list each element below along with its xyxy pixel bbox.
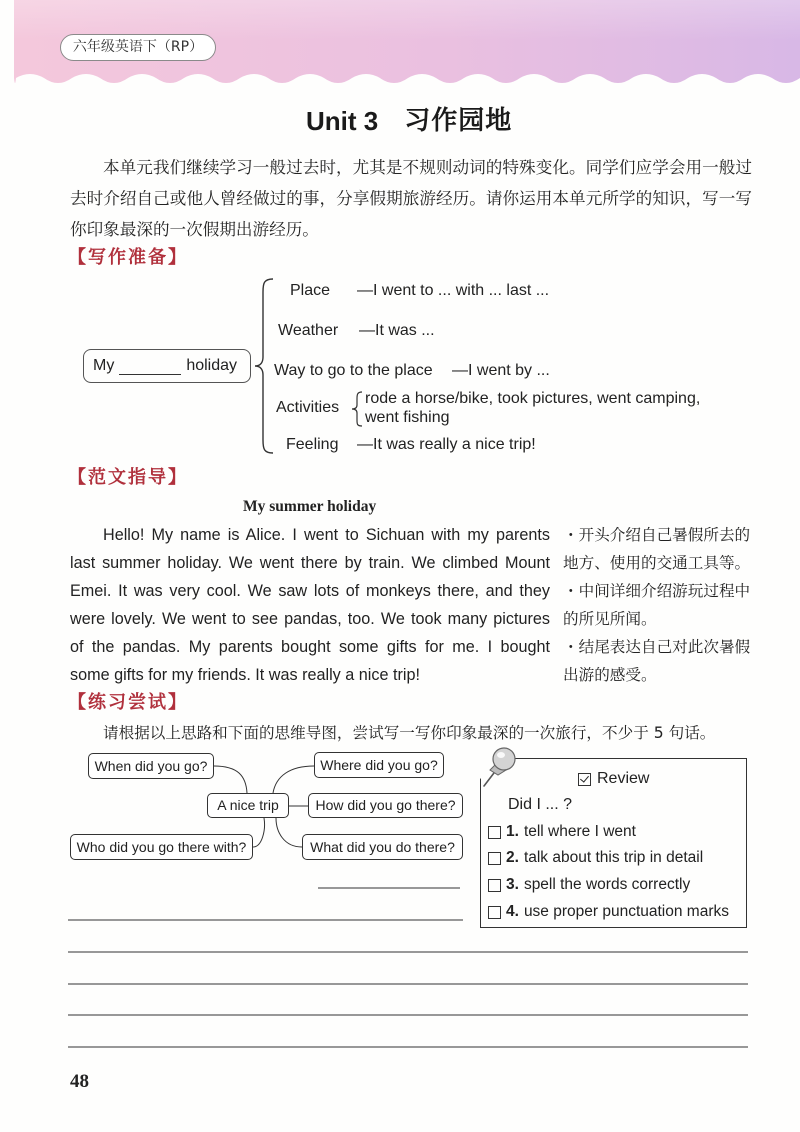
review-item-number: 1. <box>506 823 519 840</box>
review-item <box>488 875 690 895</box>
review-item-number: 2. <box>506 849 519 866</box>
note-ending: ・结尾表达自己对此次暑假出游的感受。 <box>563 638 751 684</box>
branch-text-weather: —It was ... <box>359 322 435 339</box>
checked-box-icon <box>578 773 591 786</box>
branch-label-weather: Weather <box>278 322 339 339</box>
branch-label-way: Way to go to the place <box>274 362 433 379</box>
essay-line: some gifts for my friends. It was really a nice trip! <box>70 666 420 684</box>
review-item-text: spell the words correctly <box>523 876 691 893</box>
book-series-label: 六年级英语下（RP） <box>60 34 216 61</box>
branch-label-feeling: Feeling <box>286 436 339 453</box>
connector-when <box>214 766 247 793</box>
branch-text-activities <box>365 389 700 427</box>
review-item-text: talk about this trip in detail <box>523 849 704 866</box>
review-item-number: 4. <box>506 903 519 920</box>
mind-map-node-what: What did you do there? <box>302 834 463 860</box>
topic-prefix: My <box>93 357 115 374</box>
branch-text-place: —I went to ... with ... last ... <box>357 282 550 299</box>
mind-map-node-where: Where did you go? <box>314 752 444 778</box>
review-item-text: tell where I went <box>523 823 636 840</box>
essay-line: Hello! My name is Alice. I went to Sichuan with my parents <box>103 526 550 544</box>
essay-line: last summer holiday. We went there by train. We climbed Mount <box>70 554 550 572</box>
essay-title: My summer holiday <box>243 498 377 515</box>
section-heading-model-essay: 【范文指导】 <box>68 467 188 488</box>
checkbox-icon[interactable] <box>488 826 501 839</box>
page-number: 48 <box>70 1071 89 1092</box>
connector-what <box>276 818 302 847</box>
review-title: Review <box>597 770 650 787</box>
mind-map-node-how: How did you go there? <box>308 793 463 818</box>
branch-text-way: —I went by ... <box>452 362 550 379</box>
essay-line: of the pandas. My parents bought some gifts for me. I bought <box>70 638 550 656</box>
note-opening: ・开头介绍自己暑假所去的地方、使用的交通工具等。 <box>563 526 751 572</box>
mind-map-node-who: Who did you go there with? <box>70 834 253 860</box>
topic-suffix: holiday <box>186 357 238 374</box>
review-item <box>488 822 636 842</box>
checkbox-icon[interactable] <box>488 879 501 892</box>
connector-who <box>253 818 265 847</box>
note-middle: ・中间详细介绍游玩过程中的所见所闻。 <box>563 582 751 628</box>
section-heading-writing-prep: 【写作准备】 <box>68 247 188 268</box>
brace-activities <box>352 392 362 426</box>
checkbox-icon[interactable] <box>488 906 501 919</box>
page-title <box>306 104 512 138</box>
activities-line: went fishing <box>365 409 450 426</box>
activities-line: rode a horse/bike, took pictures, went camping, <box>365 390 701 407</box>
section-heading-practice: 【练习尝试】 <box>68 692 188 713</box>
checkbox-icon[interactable] <box>488 852 501 865</box>
connector-where <box>273 766 314 793</box>
holiday-blank[interactable] <box>119 358 181 375</box>
essay-line: Emei. It was very cool. We saw lots of monkeys there, and they <box>70 582 550 600</box>
review-header <box>578 769 649 789</box>
practice-instruction: 请根据以上思路和下面的思维导图，尝试写一写你印象最深的一次旅行，不少于 5 句话。 <box>103 724 716 742</box>
unit-number: Unit 3 <box>306 106 379 136</box>
mind-map-center: A nice trip <box>207 793 289 818</box>
topic-box <box>83 349 251 383</box>
branch-text-feeling: —It was really a nice trip! <box>357 436 536 453</box>
review-prompt: Did I ... ? <box>508 796 573 813</box>
review-item-number: 3. <box>506 876 519 893</box>
brace-large <box>255 279 273 453</box>
mind-map-node-when: When did you go? <box>88 753 214 779</box>
branch-label-place: Place <box>290 282 331 299</box>
model-essay <box>70 521 550 689</box>
branch-label-activities: Activities <box>276 399 340 416</box>
pushpin-icon <box>476 744 524 792</box>
review-item <box>488 848 703 868</box>
essay-notes <box>563 521 753 689</box>
intro-paragraph: 本单元我们继续学习一般过去时，尤其是不规则动词的特殊变化。同学们应学会用一般过去时介绍自己或他人曾经做过的事，分享假期旅游经历。请你运用本单元所学的知识，写一写你印象最深的一次假期出游经历。 <box>70 158 752 239</box>
unit-section-name: 习作园地 <box>404 106 513 136</box>
review-item <box>488 902 729 922</box>
review-item-text: use proper punctuation marks <box>523 903 729 920</box>
essay-line: were lovely. We went to see pandas, too. We took many pictures <box>70 610 550 628</box>
